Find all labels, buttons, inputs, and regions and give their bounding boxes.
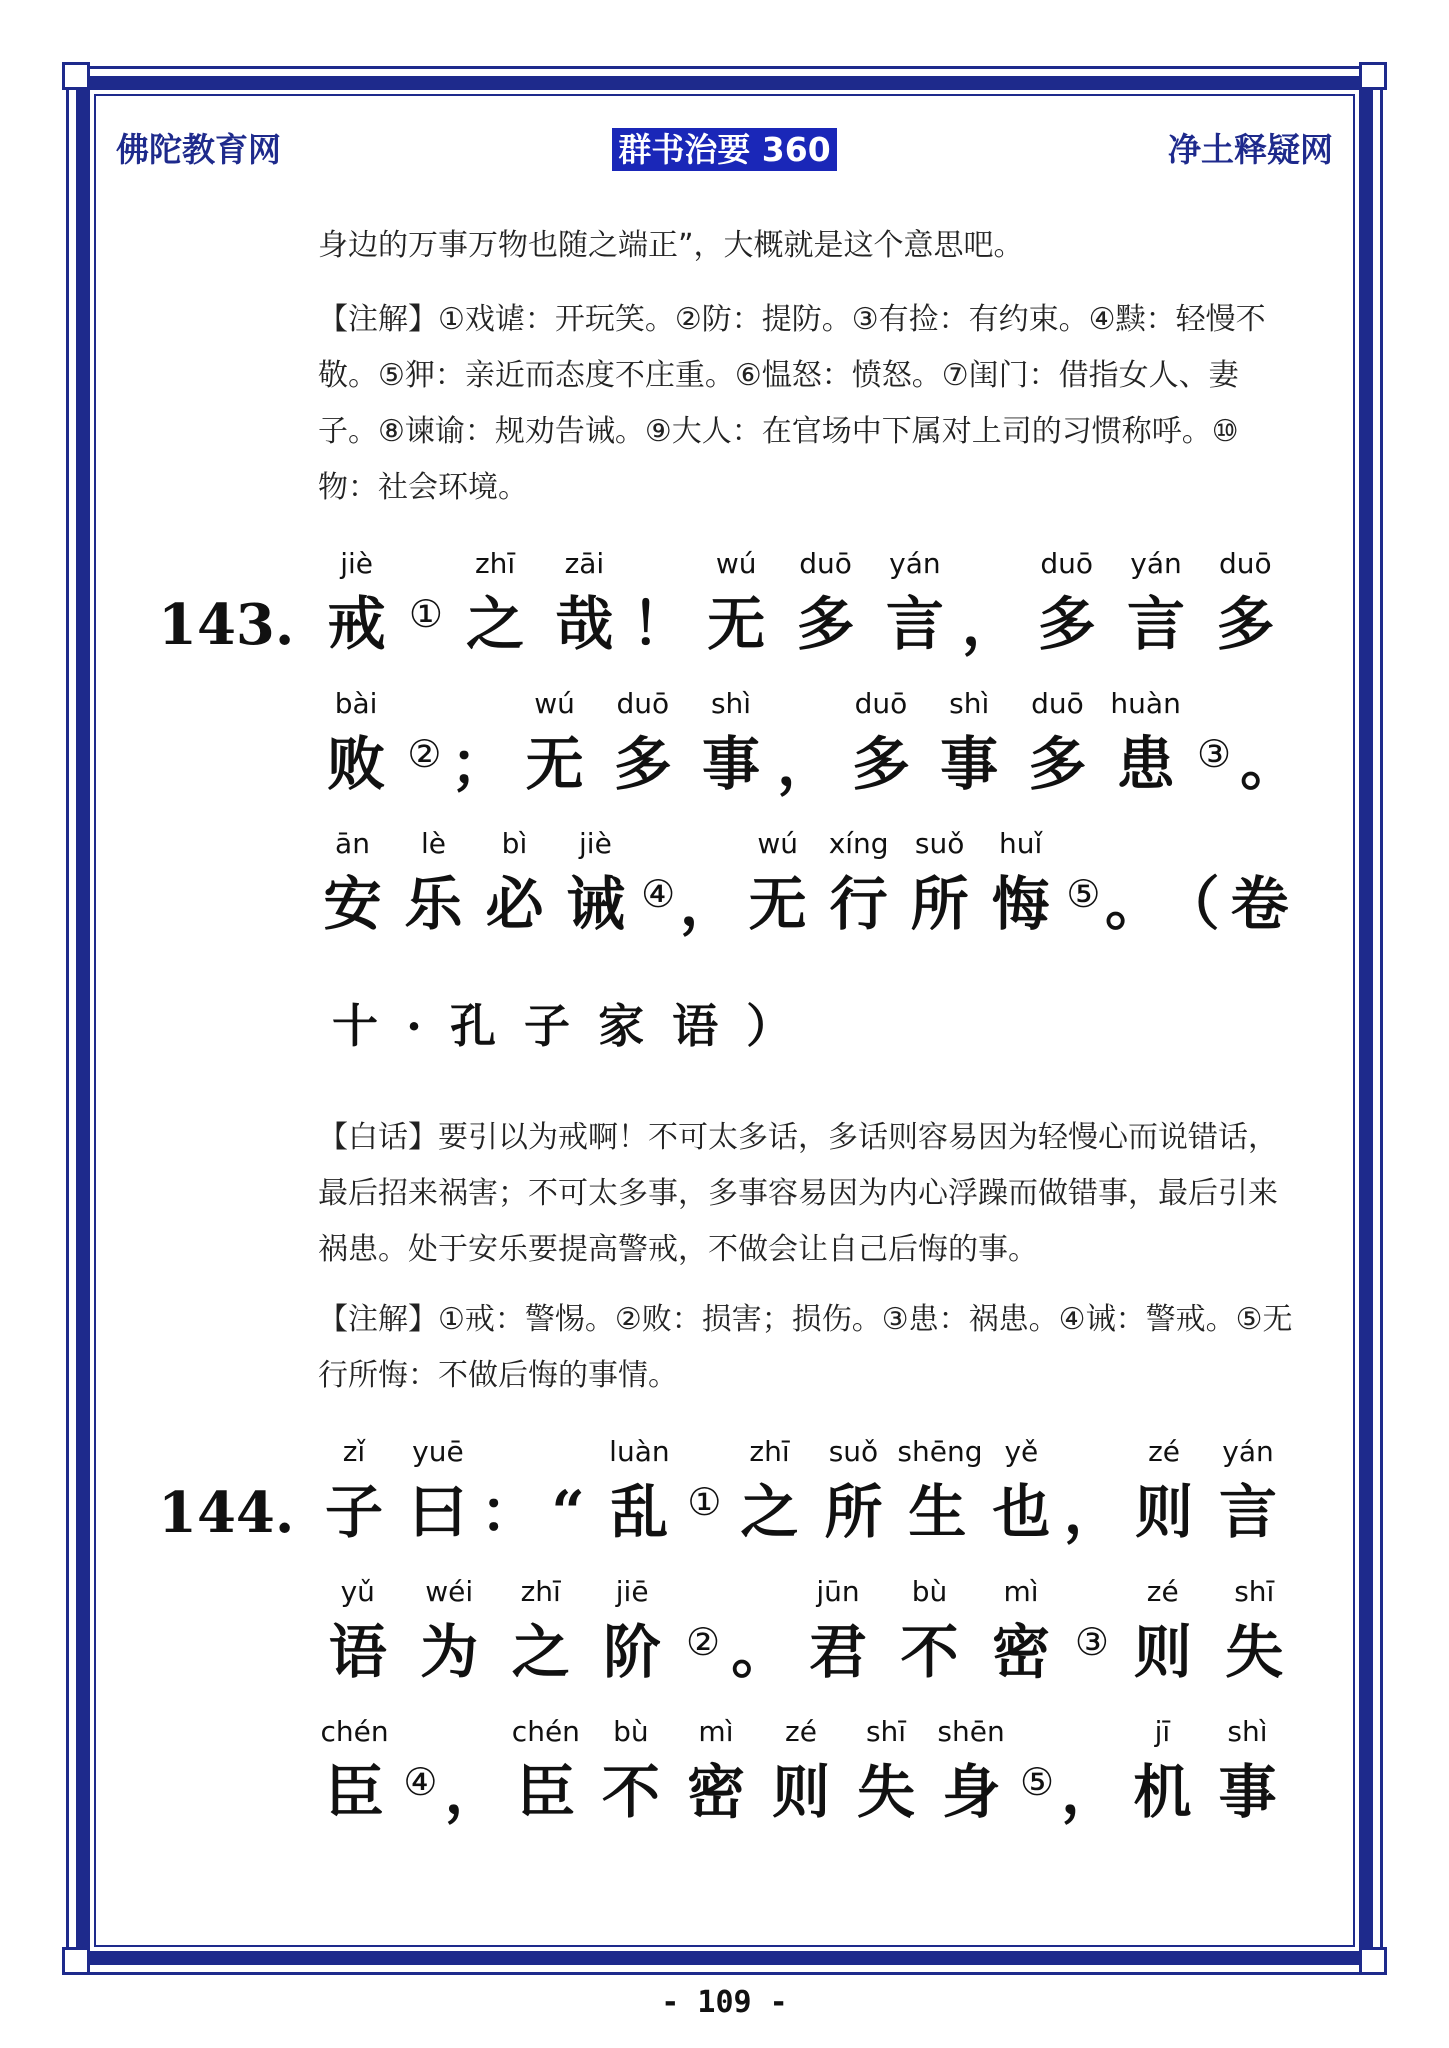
pinyin: huàn <box>1110 687 1181 720</box>
classic-char <box>1207 1710 1287 1830</box>
classic-char <box>434 1710 514 1830</box>
pinyin: yán <box>889 547 941 580</box>
classic-char <box>1027 542 1107 662</box>
classic-char <box>393 822 473 942</box>
hanzi: 所 <box>824 1478 883 1546</box>
hanzi: ， <box>444 1758 503 1826</box>
pinyin: jūn <box>816 1575 860 1608</box>
classic-char <box>591 1710 671 1830</box>
pinyin: shēn <box>937 1715 1005 1748</box>
pinyin: duō <box>1031 687 1084 720</box>
pinyin: yán <box>1130 547 1182 580</box>
pinyin: jiè <box>340 547 374 580</box>
hanzi: 密 <box>991 1618 1050 1686</box>
classic-char <box>897 1430 983 1550</box>
classic-char <box>1123 1570 1203 1690</box>
hanzi: ， <box>1061 1758 1120 1826</box>
hanzi: “ <box>551 1478 585 1546</box>
pinyin <box>1229 682 1309 726</box>
classic-char <box>951 542 1031 662</box>
vernacular-translation: 【白话】要引以为戒啊！不可太多话，多话则容易因为轻慢心而说错话，最后招来祸害；不可太多事，多事容易因为内心浮躁而做错事，最后引来祸患。处于安乐要提高警戒，不做会让自己后悔的事。 <box>318 1120 1278 1267</box>
pinyin: shì <box>1227 1715 1268 1748</box>
hanzi: 言 <box>1219 1478 1278 1546</box>
hanzi: 也 <box>992 1478 1051 1546</box>
hanzi: 多 <box>851 730 910 798</box>
classic-char <box>409 1570 489 1690</box>
site-name-right: 净土释疑网 <box>1168 130 1333 169</box>
pinyin: duō <box>854 687 908 720</box>
classic-char <box>1017 682 1097 802</box>
classic-char <box>506 1710 586 1830</box>
classic-char <box>841 682 921 802</box>
classic-char <box>314 1430 394 1550</box>
pinyin <box>528 1430 608 1474</box>
hanzi: 多 <box>1028 730 1087 798</box>
pinyin <box>766 682 846 726</box>
classic-char <box>440 682 520 802</box>
hanzi: 之 <box>511 1618 570 1686</box>
hanzi: 诫 <box>566 870 625 938</box>
pinyin <box>620 542 700 586</box>
hanzi: 之 <box>466 590 525 658</box>
hanzi: 言 <box>885 590 944 658</box>
pinyin: jiè <box>579 827 612 860</box>
hanzi: 不 <box>601 1758 660 1826</box>
frame-corner <box>1359 62 1387 90</box>
note-marker: ④ <box>641 872 676 916</box>
hanzi: 。 <box>1240 730 1299 798</box>
hanzi: 失 <box>1225 1618 1284 1686</box>
classic-char <box>720 1570 800 1690</box>
classic-char <box>761 1710 841 1830</box>
note-marker: ④ <box>403 1760 438 1804</box>
note-marker: ③ <box>1074 1620 1109 1664</box>
classic-char <box>696 542 776 662</box>
pinyin: mì <box>698 1715 734 1748</box>
pinyin: zǐ <box>342 1435 366 1468</box>
pinyin: duō <box>1219 547 1272 580</box>
section-number: 143. <box>158 592 295 658</box>
pinyin: bù <box>613 1715 649 1748</box>
hanzi: 不 <box>900 1618 959 1686</box>
classic-char <box>592 1570 672 1690</box>
pinyin: bù <box>911 1575 948 1608</box>
frame-corner <box>62 1947 90 1975</box>
hanzi: 乐 <box>404 870 463 938</box>
hanzi: 君 <box>809 1618 868 1686</box>
classic-line <box>0 990 1449 1130</box>
classic-char <box>1205 542 1285 662</box>
pinyin: zhī <box>749 1435 790 1468</box>
annotation-block: 【注解】①戏谑：开玩笑。②防：提防。③有捡：有约束。④黩：轻慢不敬。⑤狎：亲近而态度不庄重。⑥愠怒：愤怒。⑦闺门：借指女人、妻子。⑧谏谕：规劝告诫。⑨大人：在官场中下属对上司的习惯称呼。⑩物：社会环境。 <box>318 302 1266 505</box>
source-citation: 十 · 孔 子 家 语 ） <box>332 999 799 1053</box>
classic-char <box>730 1430 810 1550</box>
hanzi: ， <box>776 730 835 798</box>
classic-char <box>317 542 397 662</box>
pinyin: duō <box>799 547 852 580</box>
hanzi: 。 <box>731 1618 790 1686</box>
classic-char <box>386 542 466 642</box>
note-marker: ② <box>686 1620 721 1664</box>
hanzi: 事 <box>940 730 999 798</box>
pinyin: xíng <box>828 827 889 860</box>
classic-line <box>0 822 1449 962</box>
pinyin: yǔ <box>340 1575 375 1608</box>
hanzi: 卷 <box>1230 870 1289 938</box>
pinyin <box>434 1710 514 1754</box>
pinyin: jī <box>1154 1715 1171 1748</box>
classic-char <box>528 1430 608 1550</box>
hanzi: 多 <box>796 590 855 658</box>
classic-char <box>766 682 846 802</box>
pinyin <box>951 542 1031 586</box>
hanzi: 则 <box>1133 1618 1192 1686</box>
classic-char <box>474 822 554 942</box>
classic-char <box>875 542 955 662</box>
frame-corner <box>1359 1947 1387 1975</box>
pinyin: suǒ <box>828 1435 879 1468</box>
pinyin <box>440 682 520 726</box>
classic-char <box>819 822 899 942</box>
hanzi: 阶 <box>603 1618 662 1686</box>
pinyin: chén <box>511 1715 580 1748</box>
classic-char <box>515 682 595 802</box>
hanzi: 则 <box>771 1758 830 1826</box>
pinyin: yě <box>1004 1435 1039 1468</box>
classic-char <box>1208 1430 1288 1550</box>
pinyin: wú <box>715 547 757 580</box>
hanzi: ， <box>679 870 738 938</box>
classic-char <box>846 1710 926 1830</box>
pinyin <box>1052 1570 1132 1614</box>
hanzi: 。 <box>1104 870 1163 938</box>
classic-char <box>691 682 771 802</box>
pinyin: zāi <box>564 547 605 580</box>
hanzi: ！ <box>631 590 690 658</box>
hanzi: 多 <box>1037 590 1096 658</box>
page-number: - 109 - <box>661 1985 788 2020</box>
pinyin: jiē <box>615 1575 649 1608</box>
hanzi: 多 <box>1216 590 1275 658</box>
frame-corner <box>62 62 90 90</box>
classic-char <box>1053 1430 1133 1550</box>
hanzi: 言 <box>1127 590 1186 658</box>
note-marker: ⑤ <box>1066 872 1101 916</box>
hanzi: ； <box>450 730 509 798</box>
pinyin: shī <box>865 1715 907 1748</box>
classic-char <box>1214 1570 1294 1690</box>
classic-line <box>0 1570 1449 1710</box>
classic-char <box>900 822 980 942</box>
pinyin: zhī <box>474 547 516 580</box>
pinyin: wú <box>757 827 798 860</box>
classic-char <box>318 1570 398 1690</box>
hanzi: 悔 <box>991 870 1050 938</box>
hanzi: ： <box>480 1478 539 1546</box>
note-marker: ① <box>408 592 443 636</box>
site-name-left: 佛陀教育网 <box>116 130 281 169</box>
pinyin: yuē <box>412 1435 464 1468</box>
pinyin: zhī <box>520 1575 561 1608</box>
pinyin: duō <box>616 687 670 720</box>
pinyin <box>1050 1710 1130 1754</box>
pinyin: huǐ <box>998 827 1043 860</box>
book-title-label: 群书治要 360 <box>612 128 836 171</box>
note-marker: ② <box>407 732 442 776</box>
classic-char <box>981 1430 1061 1550</box>
classic-char <box>798 1570 878 1690</box>
pinyin <box>1220 822 1300 866</box>
classic-char <box>676 1710 756 1830</box>
hanzi: 无 <box>748 870 807 938</box>
hanzi: 败 <box>327 730 386 798</box>
pinyin: suǒ <box>914 827 965 860</box>
hanzi: 身 <box>942 1758 1001 1826</box>
pinyin: shì <box>710 687 752 720</box>
classic-char <box>1220 822 1300 942</box>
classic-char <box>890 1570 970 1690</box>
hanzi: 则 <box>1135 1478 1194 1546</box>
hanzi: 无 <box>525 730 584 798</box>
hanzi: 多 <box>613 730 672 798</box>
classic-char <box>929 682 1009 802</box>
hanzi: ， <box>961 590 1020 658</box>
pinyin: zé <box>1146 1575 1179 1608</box>
pinyin: zé <box>785 1715 817 1748</box>
classic-char <box>544 542 624 662</box>
classic-char <box>398 1430 478 1550</box>
classic-char <box>738 822 818 942</box>
classic-line <box>0 1430 1449 1570</box>
classic-char <box>455 542 535 662</box>
hanzi: 语 <box>328 1618 387 1686</box>
classic-line <box>0 542 1449 682</box>
pinyin: bài <box>334 687 378 720</box>
hanzi: 臣 <box>325 1758 384 1826</box>
section-number: 144. <box>158 1480 295 1546</box>
classic-char <box>1229 682 1309 802</box>
hanzi: 患 <box>1116 730 1175 798</box>
hanzi: 失 <box>857 1758 916 1826</box>
classic-char <box>603 682 683 802</box>
classic-char <box>1116 542 1196 662</box>
classic-char <box>501 1570 581 1690</box>
pinyin: ān <box>335 827 370 860</box>
pinyin: wéi <box>425 1575 474 1608</box>
classic-line <box>0 1710 1449 1850</box>
hanzi: 乱 <box>610 1478 669 1546</box>
hanzi: 戒 <box>327 590 386 658</box>
classic-char <box>312 822 392 942</box>
hanzi: 曰 <box>408 1478 467 1546</box>
pinyin: mì <box>1003 1575 1039 1608</box>
hanzi: 必 <box>485 870 544 938</box>
classic-char <box>786 542 866 662</box>
pinyin <box>386 542 466 586</box>
classic-char <box>1122 1710 1202 1830</box>
hanzi: 密 <box>686 1758 745 1826</box>
hanzi: 臣 <box>516 1758 575 1826</box>
pinyin <box>1053 1430 1133 1474</box>
pinyin: shī <box>1234 1575 1275 1608</box>
hanzi: 行 <box>829 870 888 938</box>
hanzi: ， <box>1063 1478 1122 1546</box>
hanzi: 哉 <box>555 590 614 658</box>
pinyin: yán <box>1222 1435 1274 1468</box>
hanzi: 所 <box>910 870 969 938</box>
hanzi: 事 <box>702 730 761 798</box>
classic-char <box>813 1430 893 1550</box>
prose-continuation: 身边的万事万物也随之端正”，大概就是这个意思吧。 <box>318 228 1024 263</box>
pinyin: chén <box>320 1715 389 1748</box>
classic-line <box>0 682 1449 822</box>
pinyin <box>720 1570 800 1614</box>
hanzi: 为 <box>420 1618 479 1686</box>
hanzi: 机 <box>1133 1758 1192 1826</box>
pinyin: duō <box>1040 547 1094 580</box>
note-marker: ① <box>687 1480 722 1524</box>
classic-char <box>1124 1430 1204 1550</box>
pinyin: shēng <box>897 1435 983 1468</box>
hanzi: 之 <box>740 1478 799 1546</box>
pinyin: shì <box>949 687 990 720</box>
classic-char <box>1050 1710 1130 1830</box>
pinyin: lè <box>420 827 446 860</box>
pinyin: luàn <box>609 1435 670 1468</box>
hanzi: （ <box>1161 870 1220 938</box>
classic-char <box>620 542 700 662</box>
pinyin: zé <box>1148 1435 1181 1468</box>
hanzi: 安 <box>323 870 382 938</box>
hanzi: 事 <box>1218 1758 1277 1826</box>
classic-char <box>1052 1570 1132 1670</box>
classic-char <box>981 1570 1061 1690</box>
hanzi: 无 <box>707 590 766 658</box>
pinyin: bì <box>501 827 528 860</box>
pinyin: wú <box>534 687 575 720</box>
note-marker: ⑤ <box>1019 1760 1055 1804</box>
annotation-block: 【注解】①戒：警惕。②败：损害；损伤。③患：祸患。④诫：警戒。⑤无行所悔：不做后悔的事情。 <box>318 1302 1293 1393</box>
note-marker: ③ <box>1196 732 1232 776</box>
hanzi: 生 <box>908 1478 967 1546</box>
hanzi: 子 <box>324 1478 383 1546</box>
